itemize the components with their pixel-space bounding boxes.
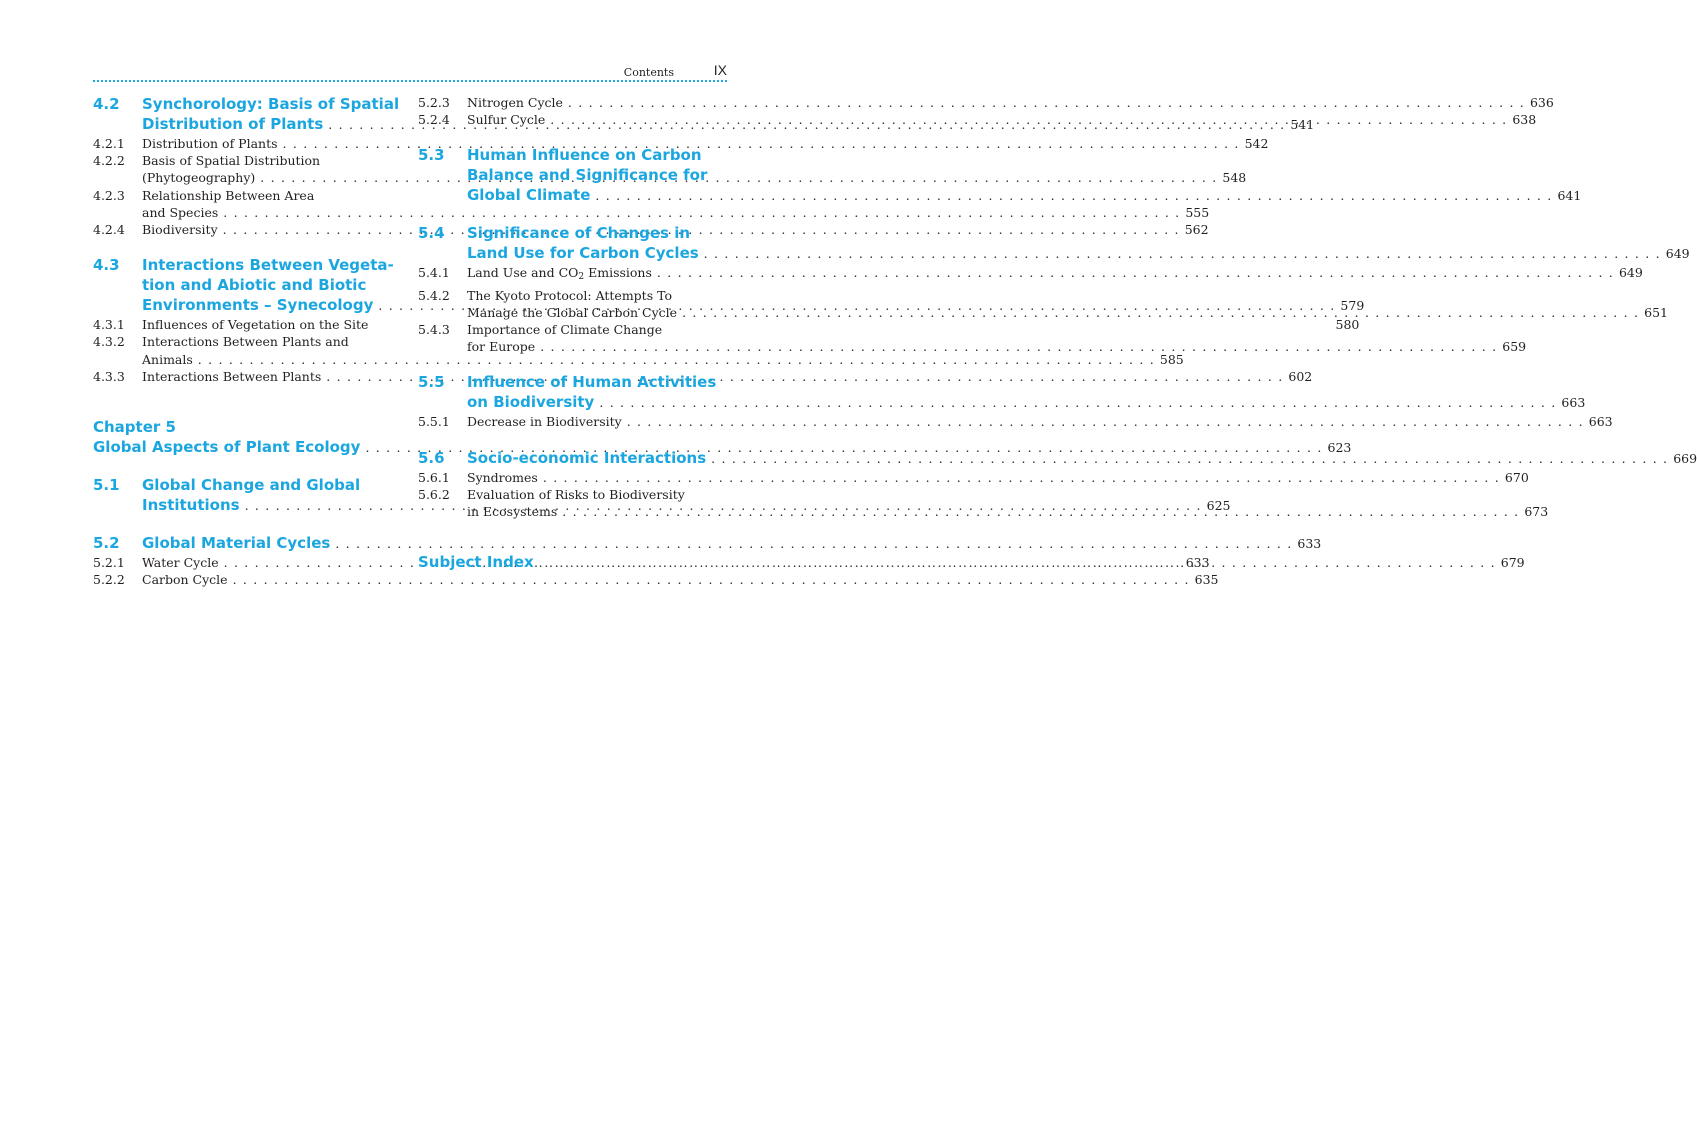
toc-entry-5-4-2[interactable]: 5.4.2 The Kyoto Protocol: Attempts To Manage the Global Carbon Cycle . . . 651 [418, 287, 727, 321]
toc-subject-index[interactable]: Subject Index . . . 679 [418, 552, 727, 573]
toc-entry-4-2-1[interactable]: 4.2.1 Distribution of Plants . . . 542 [93, 135, 403, 152]
toc-section-4-3[interactable]: 4.3 Interactions Between Vegeta- tion and Abiotic and Biotic Environments – Synecology . . . 579 [93, 255, 403, 316]
page-header [93, 62, 727, 82]
toc-section-5-2[interactable]: 5.2 Global Material Cycles . . . 633 [93, 533, 403, 554]
toc-entry-5-2-2[interactable]: 5.2.2 Carbon Cycle . . . 635 [93, 571, 403, 588]
chapter-label: Chapter 5 [93, 418, 176, 437]
toc-entry-5-2-1[interactable]: 5.2.1 Water Cycle . . . 633 [93, 554, 403, 571]
toc-entry-4-2-4[interactable]: 4.2.4 Biodiversity . . . 562 [93, 221, 403, 238]
toc-entry-5-5-1[interactable]: 5.5.1 Decrease in Biodiversity . . . 663 [418, 413, 727, 430]
toc-section-5-4[interactable]: 5.4 Significance of Changes in Land Use for Carbon Cycles . . . 649 [418, 223, 727, 264]
toc-entry-4-3-2[interactable]: 4.3.2 Interactions Between Plants and Animals . . . 585 [93, 333, 403, 367]
toc-entry-5-6-2[interactable]: 5.6.2 Evaluation of Risks to Biodiversity in Ecosystems . . . 673 [418, 486, 727, 520]
running-title: Contents [623, 66, 674, 79]
toc-entry-4-2-3[interactable]: 4.2.3 Relationship Between Area and Species . . . 555 [93, 187, 403, 221]
chapter-title: Global Aspects of Plant Ecology [93, 438, 361, 457]
toc-entry-5-6-1[interactable]: 5.6.1 Syndromes . . . 670 [418, 469, 727, 486]
toc-entry-5-2-4[interactable]: 5.2.4 Sulfur Cycle . . . 638 [418, 111, 727, 128]
toc-entry-5-4-1[interactable]: 5.4.1 Land Use and $CO_2$ Emissions . . . 649 [418, 264, 727, 286]
page-number: IX [713, 62, 727, 78]
toc-entry-5-2-3[interactable]: 5.2.3 Nitrogen Cycle . . . 636 [418, 94, 727, 111]
toc-entry-5-4-3[interactable]: 5.4.3 Importance of Climate Change for Europe . . . 659 [418, 321, 727, 355]
toc-section-5-6[interactable]: 5.6 Socio-economic Interactions . . . 669 [418, 448, 727, 469]
toc-section-5-3[interactable]: 5.3 Human Influence on Carbon Balance and Significance for Global Climate . . . 641 [418, 145, 727, 206]
toc-chapter-5[interactable]: Chapter 5 Global Aspects of Plant Ecology . . . 623 [93, 417, 403, 458]
toc-entry-4-3-3[interactable]: 4.3.3 Interactions Between Plants . . . 602 [93, 368, 403, 385]
toc-section-5-1[interactable]: 5.1 Global Change and Global Institutions . . . 625 [93, 475, 403, 516]
header-rule [93, 80, 727, 82]
toc-entry-4-3-1[interactable]: 4.3.1 Influences of Vegetation on the Site 580 [93, 317, 1360, 333]
toc-entry-4-2-2[interactable]: 4.2.2 Basis of Spatial Distribution (Phytogeography) . . . 548 [93, 152, 403, 186]
toc-section-5-5[interactable]: 5.5 Influence of Human Activities on Biodiversity . . . 663 [418, 372, 727, 413]
toc-section-4-2[interactable]: 4.2 Synchorology: Basis of Spatial Distribution of Plants . . . 541 [93, 94, 403, 135]
